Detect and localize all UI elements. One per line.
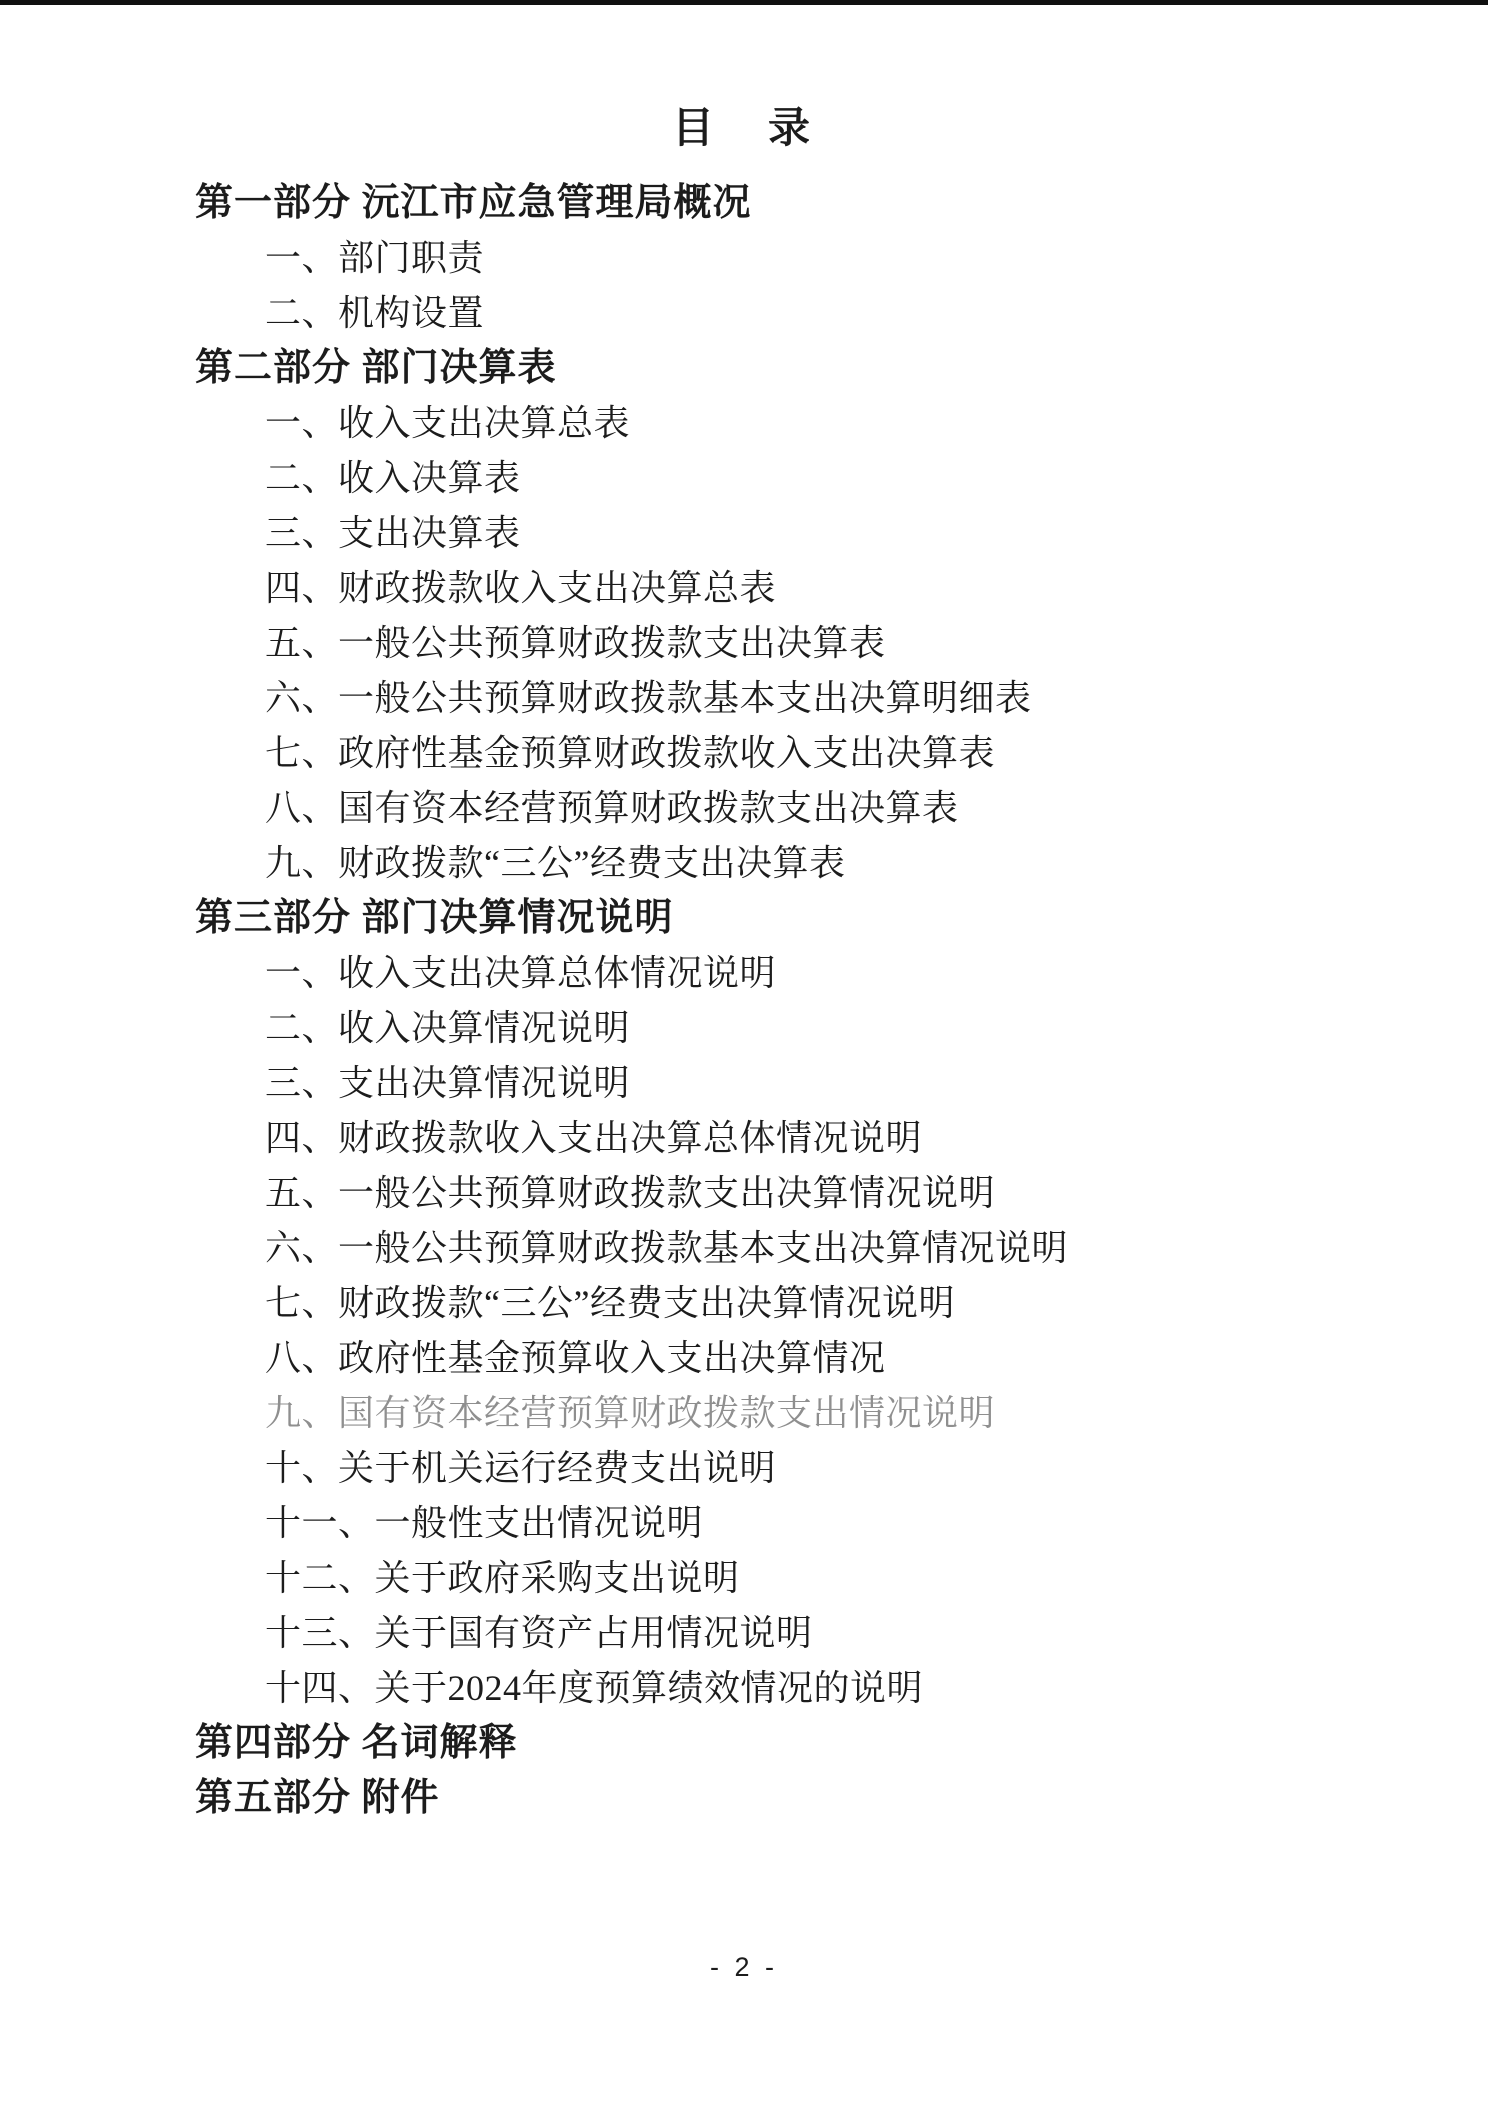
scan-top-edge [0,0,1488,5]
toc-item: 十、关于机关运行经费支出说明 [265,1448,777,1488]
toc-item: 九、国有资本经营预算财政拨款支出情况说明 [265,1393,996,1433]
toc-section-heading-3: 第三部分 部门决算情况说明 [195,897,674,939]
toc-item: 四、财政拨款收入支出决算总体情况说明 [265,1118,923,1158]
toc-item: 十三、关于国有资产占用情况说明 [265,1613,813,1653]
toc-item: 二、收入决算情况说明 [265,1008,631,1048]
toc-item: 一、收入支出决算总体情况说明 [265,953,777,993]
toc-item: 四、财政拨款收入支出决算总表 [265,568,777,608]
page-title: 目 录 [671,106,816,152]
toc-item: 七、财政拨款“三公”经费支出决算情况说明 [265,1283,955,1323]
toc-item: 二、机构设置 [265,293,485,333]
toc-item: 十二、关于政府采购支出说明 [265,1558,740,1598]
toc-item: 十一、一般性支出情况说明 [265,1503,704,1543]
toc-item: 三、支出决算情况说明 [265,1063,631,1103]
toc-item: 八、国有资本经营预算财政拨款支出决算表 [265,788,959,828]
toc-item: 九、财政拨款“三公”经费支出决算表 [265,843,846,883]
page-number: - 2 - [709,1952,778,1982]
toc-item: 一、部门职责 [265,238,485,278]
toc-item: 八、政府性基金预算收入支出决算情况 [265,1338,886,1378]
toc-item: 十四、关于2024年度预算绩效情况的说明 [265,1668,924,1708]
toc-item: 五、一般公共预算财政拨款支出决算表 [265,623,886,663]
toc-item: 三、支出决算表 [265,513,521,553]
toc-section-heading-5: 第五部分 附件 [195,1777,440,1819]
toc-item: 一、收入支出决算总表 [265,403,631,443]
table-of-contents [0,176,1488,1826]
toc-section-heading-4: 第四部分 名词解释 [195,1722,518,1764]
toc-item: 六、一般公共预算财政拨款基本支出决算明细表 [265,678,1032,718]
toc-item: 五、一般公共预算财政拨款支出决算情况说明 [265,1173,996,1213]
toc-item: 六、一般公共预算财政拨款基本支出决算情况说明 [265,1228,1069,1268]
toc-item: 七、政府性基金预算财政拨款收入支出决算表 [265,733,996,773]
toc-section-heading-1: 第一部分 沅江市应急管理局概况 [195,182,752,224]
toc-item: 二、收入决算表 [265,458,521,498]
toc-section-heading-2: 第二部分 部门决算表 [195,347,557,389]
